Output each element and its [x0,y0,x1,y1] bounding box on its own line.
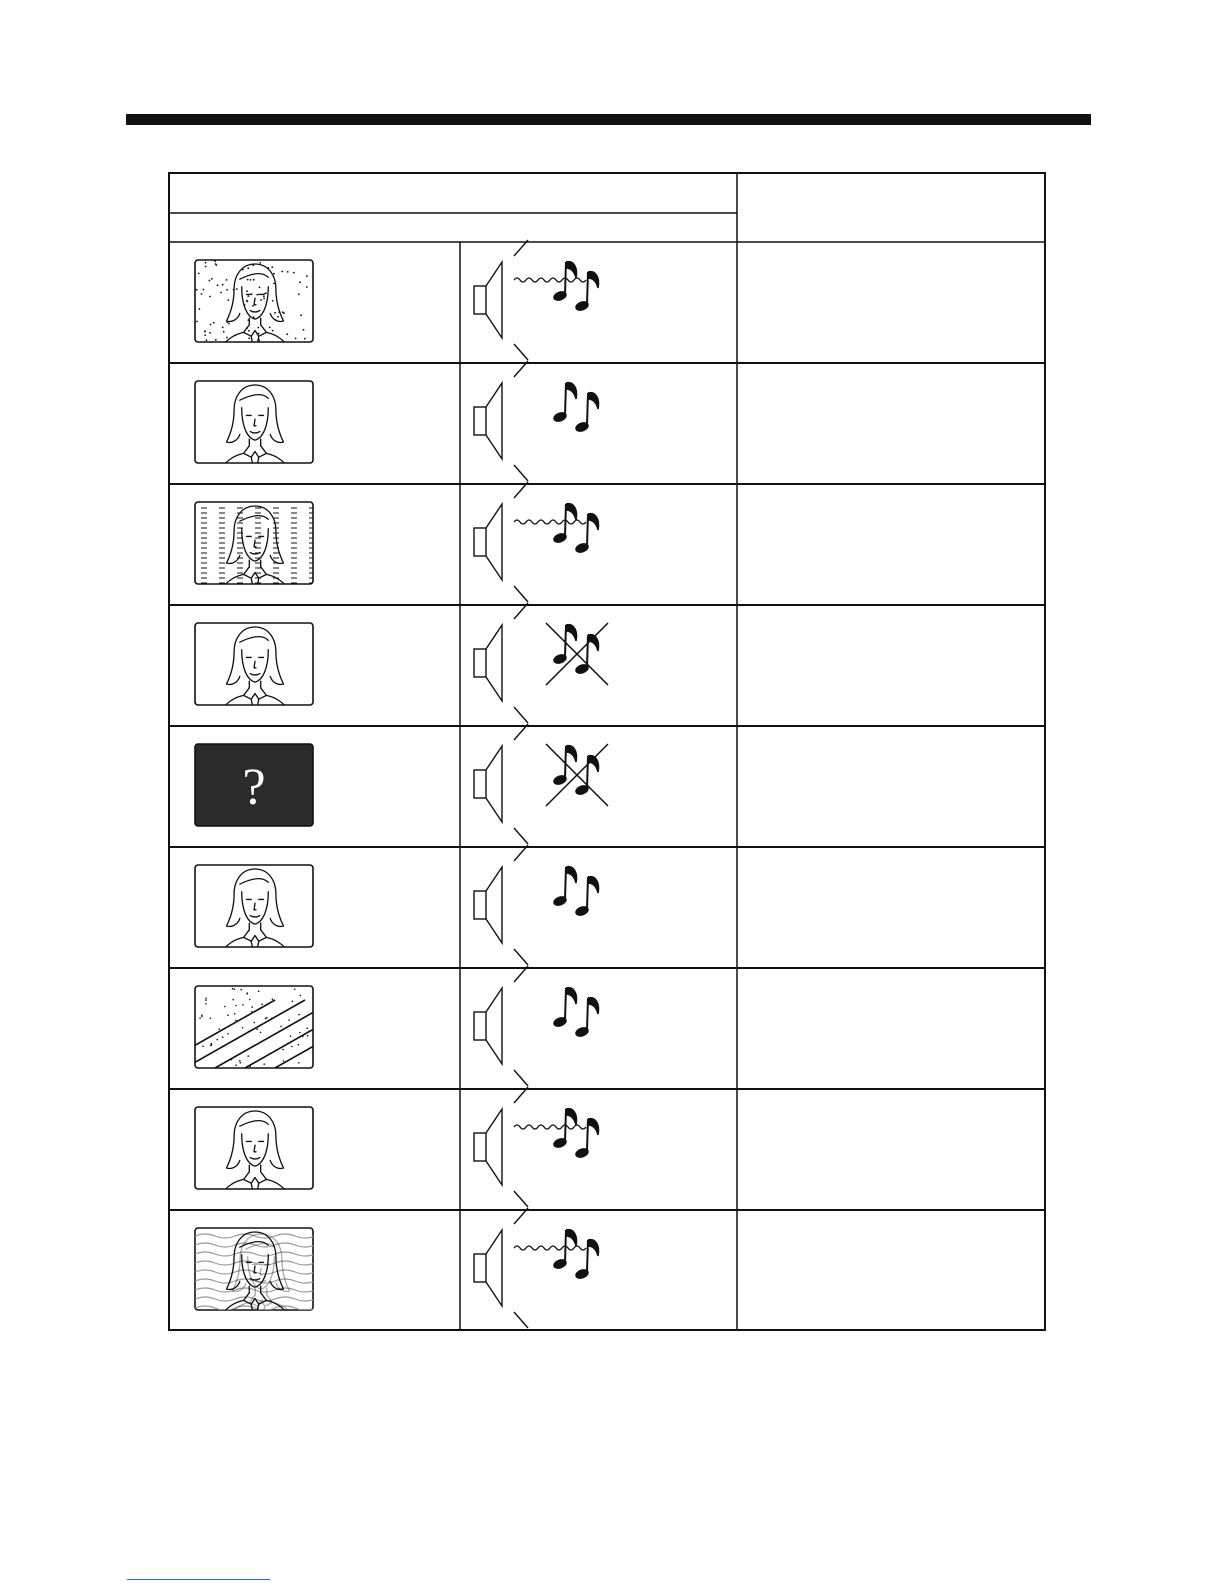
music-notes-icon [553,988,598,1038]
speaker-icon [474,1087,599,1207]
music-notes-icon [553,867,598,917]
picture-thumbnail [195,623,313,709]
picture-thumbnail [195,865,313,951]
noise-wave-icon [514,1246,586,1250]
picture-thumbnail [195,1107,313,1193]
music-notes-icon [553,383,598,433]
table-row [169,845,1045,965]
speaker-icon [474,603,608,723]
music-notes-icon [514,1230,599,1280]
picture-thumbnail [195,502,315,588]
table-row [169,1087,1045,1207]
picture-thumbnail [195,1228,315,1316]
troubleshooting-table [168,172,1056,1345]
music-notes-icon [514,1109,599,1159]
noise-wave-icon [514,1125,586,1129]
music-notes-icon [514,262,599,312]
speaker-icon [474,482,599,602]
music-notes-icon [546,623,608,685]
speaker-icon [474,966,599,1086]
table-row [169,361,1045,481]
speaker-icon [474,724,608,844]
table-row [168,966,1045,1086]
question-mark-icon: ? [242,759,266,816]
music-notes-icon [514,504,599,554]
table-row [195,240,599,360]
noise-wave-icon [514,278,586,282]
noise-wave-icon [514,520,586,524]
top-rule [126,114,1091,125]
speaker-icon [474,361,599,481]
speaker-icon [474,845,599,965]
picture-thumbnail [195,744,313,826]
table-row [169,482,1045,602]
picture-thumbnail [195,381,313,467]
speaker-icon [474,240,599,360]
music-notes-icon [546,744,608,806]
footer-underline [127,1579,270,1580]
speaker-icon [474,1208,599,1328]
table-row [169,1208,1045,1328]
table-row [169,724,1045,844]
picture-thumbnail [195,260,313,346]
table-row [169,603,1045,723]
picture-thumbnail [168,986,395,1068]
